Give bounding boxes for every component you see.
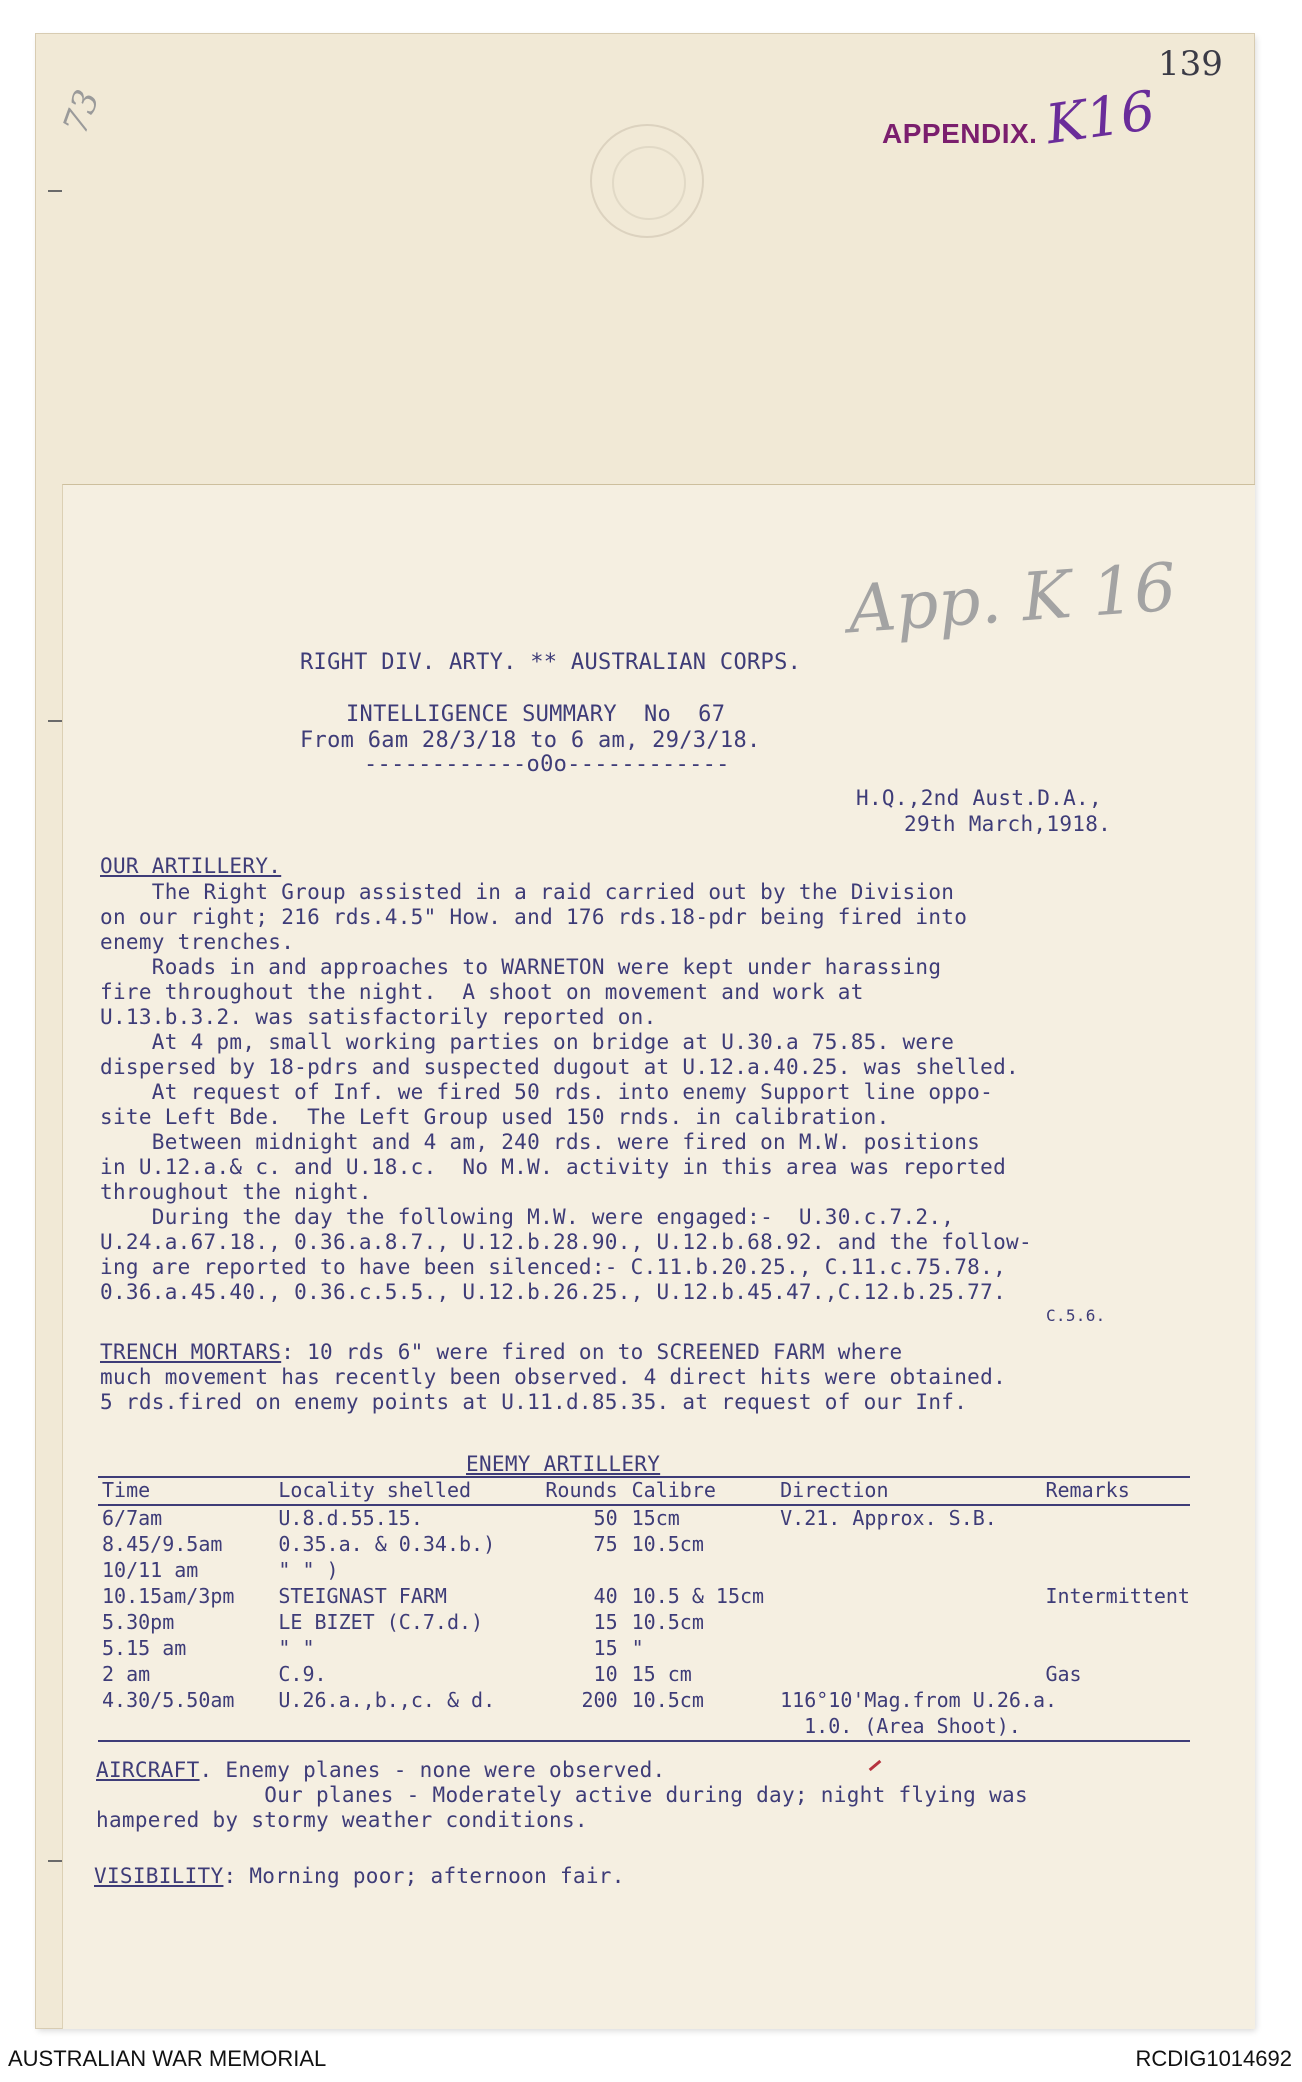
cell-remarks	[1045, 1610, 1190, 1636]
paragraph-line: U.24.a.67.18., 0.36.a.8.7., U.12.b.28.90., U.12.b.68.92. and the follow-	[100, 1230, 1032, 1254]
cell-direction	[780, 1558, 1045, 1584]
crest-emboss	[590, 124, 704, 238]
enemy-artillery-title: ENEMY ARTILLERY	[466, 1452, 661, 1476]
cell-locality	[278, 1714, 545, 1741]
paragraph-line: in U.12.a.& c. and U.18.c. No M.W. activity in this area was reported	[100, 1155, 1007, 1179]
cell-locality: LE BIZET (C.7.d.)	[278, 1610, 484, 1634]
paragraph-line: on our right; 216 rds.4.5" How. and 176 rds.18-pdr being fired into	[100, 905, 968, 929]
cell-time: 6/7am	[102, 1506, 163, 1530]
cell-locality: STEIGNAST FARM	[278, 1584, 447, 1608]
paragraph-line: At request of Inf. we fired 50 rds. into enemy Support line oppo-	[100, 1080, 994, 1104]
column-header-rounds: Rounds	[545, 1477, 631, 1505]
footer-institution: AUSTRALIAN WAR MEMORIAL	[8, 2046, 327, 2071]
cell-rounds: 200	[581, 1688, 618, 1712]
handwritten-correction: C.5.6.	[1046, 1306, 1106, 1325]
cell-calibre: 10.5cm	[631, 1532, 704, 1556]
cell-time	[98, 1714, 278, 1741]
visibility-line	[94, 1864, 625, 1888]
cell-time: 2 am	[102, 1662, 151, 1686]
cell-rounds: 15	[593, 1610, 618, 1634]
visibility-text: : Morning poor; afternoon fair.	[223, 1864, 625, 1888]
paragraph-line: throughout the night.	[100, 1180, 372, 1204]
cell-time: 4.30/5.50am	[102, 1688, 235, 1712]
cell-calibre: 10.5 & 15cm	[631, 1584, 765, 1608]
trench-mortars-label: TRENCH MORTARS	[100, 1340, 282, 1364]
aircraft-text: . Enemy planes - none were observed.	[199, 1758, 666, 1782]
paragraph-line: enemy trenches.	[100, 930, 295, 954]
paragraph-line: During the day the following M.W. were engaged:- U.30.c.7.2.,	[100, 1205, 955, 1229]
column-header-calibre: Calibre	[632, 1477, 780, 1505]
hq-address: H.Q.,2nd Aust.D.A.,	[856, 786, 1102, 810]
paragraph-line: Roads in and approaches to WARNETON were kept under harassing	[100, 955, 942, 979]
cell-direction: 116°10'Mag.from U.26.a.	[780, 1688, 1058, 1712]
heading-period: From 6am 28/3/18 to 6 am, 29/3/18.	[300, 728, 761, 753]
cell-calibre	[632, 1714, 780, 1741]
trench-mortars-line: 5 rds.fired on enemy points at U.11.d.85.35. at request of our Inf.	[100, 1390, 968, 1414]
cell-rounds: 10	[593, 1662, 618, 1686]
column-header-remarks: Remarks	[1045, 1477, 1190, 1505]
binding-mark	[48, 1860, 62, 1862]
paragraph-line: ing are reported to have been silenced:- C.11.b.20.25., C.11.c.75.78.,	[100, 1255, 1007, 1279]
cell-locality: U.26.a.,b.,c. & d.	[278, 1688, 496, 1712]
cell-rounds	[545, 1714, 631, 1741]
cell-remarks	[1045, 1532, 1190, 1558]
cell-direction	[780, 1636, 1045, 1662]
binding-mark	[48, 190, 62, 192]
table-row	[98, 1714, 1190, 1741]
table-row	[98, 1505, 1190, 1532]
cell-rounds: 40	[593, 1584, 618, 1608]
heading-summary: INTELLIGENCE SUMMARY No 67	[346, 702, 726, 727]
crest-inner-ring	[612, 146, 686, 220]
folio-pencil-number: 73	[55, 84, 108, 140]
paragraph-line: fire throughout the night. A shoot on movement and work at	[100, 980, 864, 1004]
cell-rounds	[545, 1558, 631, 1584]
page-number: 139	[1158, 44, 1223, 84]
aircraft-line: Our planes - Moderately active during day; night flying was	[96, 1783, 1028, 1807]
table-row	[98, 1662, 1190, 1688]
cell-calibre: "	[631, 1636, 644, 1660]
cell-remarks	[1045, 1558, 1190, 1584]
cell-calibre: 15cm	[631, 1506, 680, 1530]
paragraph-line: dispersed by 18-pdrs and suspected dugout at U.12.a.40.25. was shelled.	[100, 1055, 1019, 1079]
enemy-artillery-table	[98, 1476, 1190, 1742]
cell-remarks: Intermittent	[1045, 1584, 1190, 1608]
cell-direction	[780, 1610, 1045, 1636]
heading-divider: ------------o0o------------	[364, 752, 730, 777]
paragraph-line: Between midnight and 4 am, 240 rds. were fired on M.W. positions	[100, 1130, 981, 1154]
cell-time: 5.15 am	[102, 1636, 187, 1660]
cell-rounds: 75	[593, 1532, 618, 1556]
cell-calibre	[632, 1558, 780, 1584]
appendix-handwritten: K16	[1042, 78, 1159, 157]
column-header-locality: Locality shelled	[278, 1477, 545, 1505]
table-row	[98, 1584, 1190, 1610]
cell-time: 10.15am/3pm	[102, 1584, 235, 1608]
cell-direction	[780, 1584, 1045, 1610]
trench-mortars-line	[100, 1340, 902, 1365]
table-row	[98, 1636, 1190, 1662]
trench-mortars-line: much movement has recently been observed. 4 direct hits were obtained.	[100, 1365, 1007, 1389]
aircraft-line	[96, 1758, 666, 1783]
trench-mortars-text: : 10 rds 6" were fired on to SCREENED FARM where	[281, 1340, 903, 1364]
cell-locality: " "	[278, 1636, 315, 1660]
paragraph-line: U.13.b.3.2. was satisfactorily reported on.	[100, 1005, 657, 1029]
cell-locality: C.9.	[278, 1662, 327, 1686]
cell-direction	[780, 1662, 1045, 1688]
heading-unit: RIGHT DIV. ARTY. ** AUSTRALIAN CORPS.	[300, 650, 802, 675]
binding-mark	[48, 720, 62, 722]
cell-calibre: 10.5cm	[631, 1610, 704, 1634]
cell-locality: U.8.d.55.15.	[278, 1506, 423, 1530]
cell-direction: 1.0. (Area Shoot).	[780, 1714, 1190, 1741]
cell-time: 10/11 am	[102, 1558, 199, 1582]
appendix-stamp: APPENDIX.	[882, 118, 1038, 149]
table-header-row	[98, 1477, 1190, 1505]
cell-direction	[780, 1532, 1045, 1558]
table-row	[98, 1688, 1190, 1714]
cell-time: 8.45/9.5am	[102, 1532, 223, 1556]
cell-remarks	[1045, 1505, 1190, 1532]
our-artillery-title: OUR ARTILLERY.	[100, 854, 282, 878]
cell-remarks	[1045, 1636, 1190, 1662]
cell-rounds: 50	[593, 1506, 618, 1530]
table-row	[98, 1558, 1190, 1584]
paragraph-line: The Right Group assisted in a raid carried out by the Division	[100, 880, 955, 904]
table-row	[98, 1532, 1190, 1558]
cell-direction: V.21. Approx. S.B.	[780, 1506, 997, 1530]
cell-time: 5.30pm	[102, 1610, 175, 1634]
cell-calibre: 15 cm	[631, 1662, 692, 1686]
visibility-label: VISIBILITY	[94, 1864, 224, 1888]
aircraft-line: hampered by stormy weather conditions.	[96, 1808, 588, 1832]
cell-rounds: 15	[593, 1636, 618, 1660]
aircraft-label: AIRCRAFT	[96, 1758, 200, 1782]
paragraph-line: At 4 pm, small working parties on bridge at U.30.a 75.85. were	[100, 1030, 955, 1054]
column-header-direction: Direction	[780, 1477, 1045, 1505]
column-header-time: Time	[98, 1477, 278, 1505]
table-row	[98, 1610, 1190, 1636]
cell-locality: 0.35.a. & 0.34.b.)	[278, 1532, 496, 1556]
hq-date: 29th March,1918.	[904, 812, 1112, 836]
paragraph-line: site Left Bde. The Left Group used 150 rnds. in calibration.	[100, 1105, 890, 1129]
paragraph-line: 0.36.a.45.40., 0.36.c.5.5., U.12.b.26.25., U.12.b.45.47.,C.12.b.25.77.	[100, 1280, 1007, 1304]
cell-locality: " " )	[278, 1558, 339, 1582]
footer-image-id: RCDIG1014692	[1135, 2046, 1292, 2071]
cell-remarks: Gas	[1045, 1662, 1082, 1686]
cell-calibre: 10.5cm	[631, 1688, 704, 1712]
pencil-annotation: App. K 16	[845, 548, 1179, 649]
